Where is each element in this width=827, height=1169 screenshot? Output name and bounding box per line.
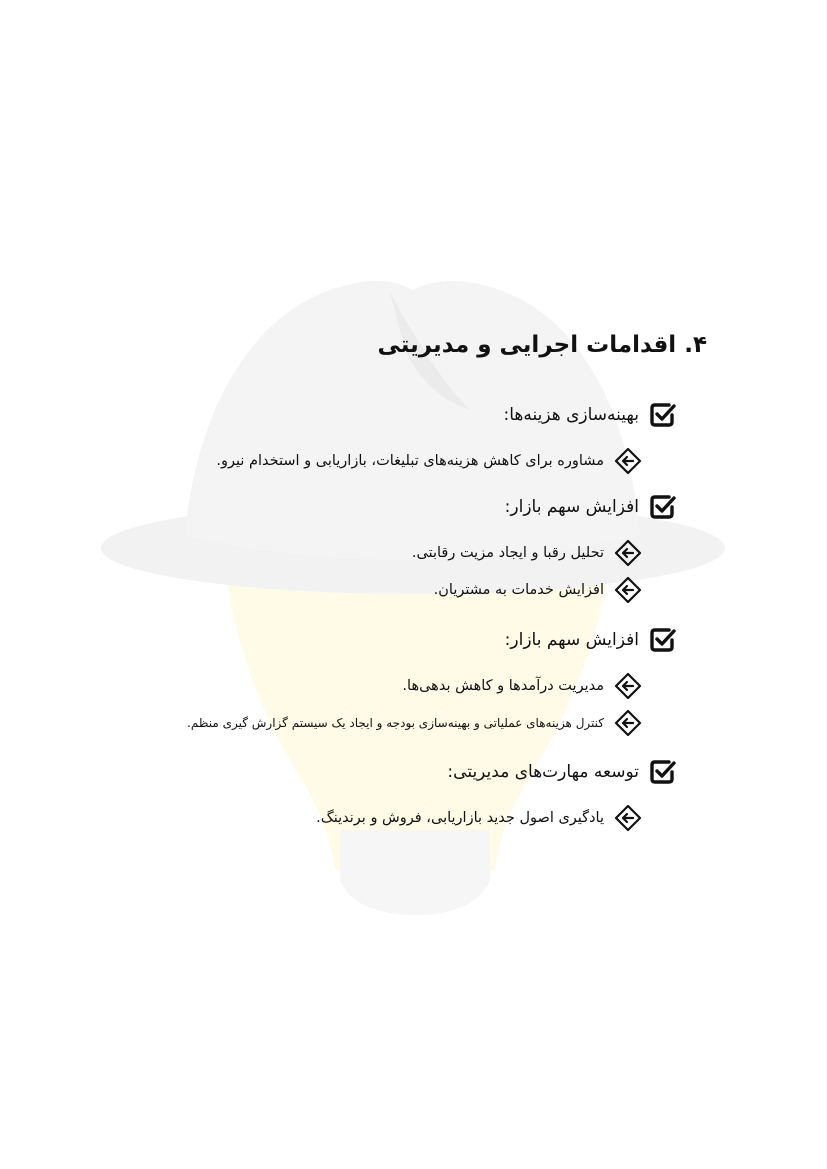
check-box-icon: [649, 402, 677, 428]
section-market-share: [505, 494, 677, 520]
arrow-diamond-icon: [614, 576, 642, 604]
list-item: [316, 804, 642, 832]
section-title: بهینه‌سازی هزینه‌ها:: [503, 405, 639, 425]
list-item: [434, 576, 642, 604]
page-title: ۴. اقدامات اجرایی و مدیریتی: [377, 332, 707, 358]
section-market-share-2: [505, 627, 677, 653]
check-box-icon: [649, 759, 677, 785]
list-item: [216, 447, 642, 475]
section-management-skills: [447, 759, 677, 785]
list-item-text: مشاوره برای کاهش هزینه‌های تبلیغات، بازاریابی و استخدام نیرو.: [216, 453, 604, 469]
arrow-diamond-icon: [614, 539, 642, 567]
check-box-icon: [649, 627, 677, 653]
section-title: توسعه مهارت‌های مدیریتی:: [447, 762, 639, 782]
arrow-diamond-icon: [614, 672, 642, 700]
list-item-text: افزایش خدمات به مشتریان.: [433, 582, 604, 598]
section-title: افزایش سهم بازار:: [504, 630, 639, 650]
list-item-text: مدیریت درآمدها و کاهش بدهی‌ها.: [402, 678, 604, 694]
list-item-text: کنترل هزینه‌های عملیاتی و بهینه‌سازی بودجه و ایجاد یک سیستم گزارش گیری منظم.: [187, 716, 604, 730]
section-cost-optimization: [504, 402, 677, 428]
arrow-diamond-icon: [614, 709, 642, 737]
list-item: [402, 672, 642, 700]
arrow-diamond-icon: [614, 447, 642, 475]
list-item-text: تحلیل رقبا و ایجاد مزیت رقابتی.: [411, 545, 604, 561]
check-box-icon: [649, 494, 677, 520]
list-item: [412, 539, 642, 567]
section-title: افزایش سهم بازار:: [504, 497, 639, 517]
arrow-diamond-icon: [614, 804, 642, 832]
list-item: [187, 709, 642, 737]
list-item-text: یادگیری اصول جدید بازاریابی، فروش و برندینگ.: [316, 810, 604, 826]
